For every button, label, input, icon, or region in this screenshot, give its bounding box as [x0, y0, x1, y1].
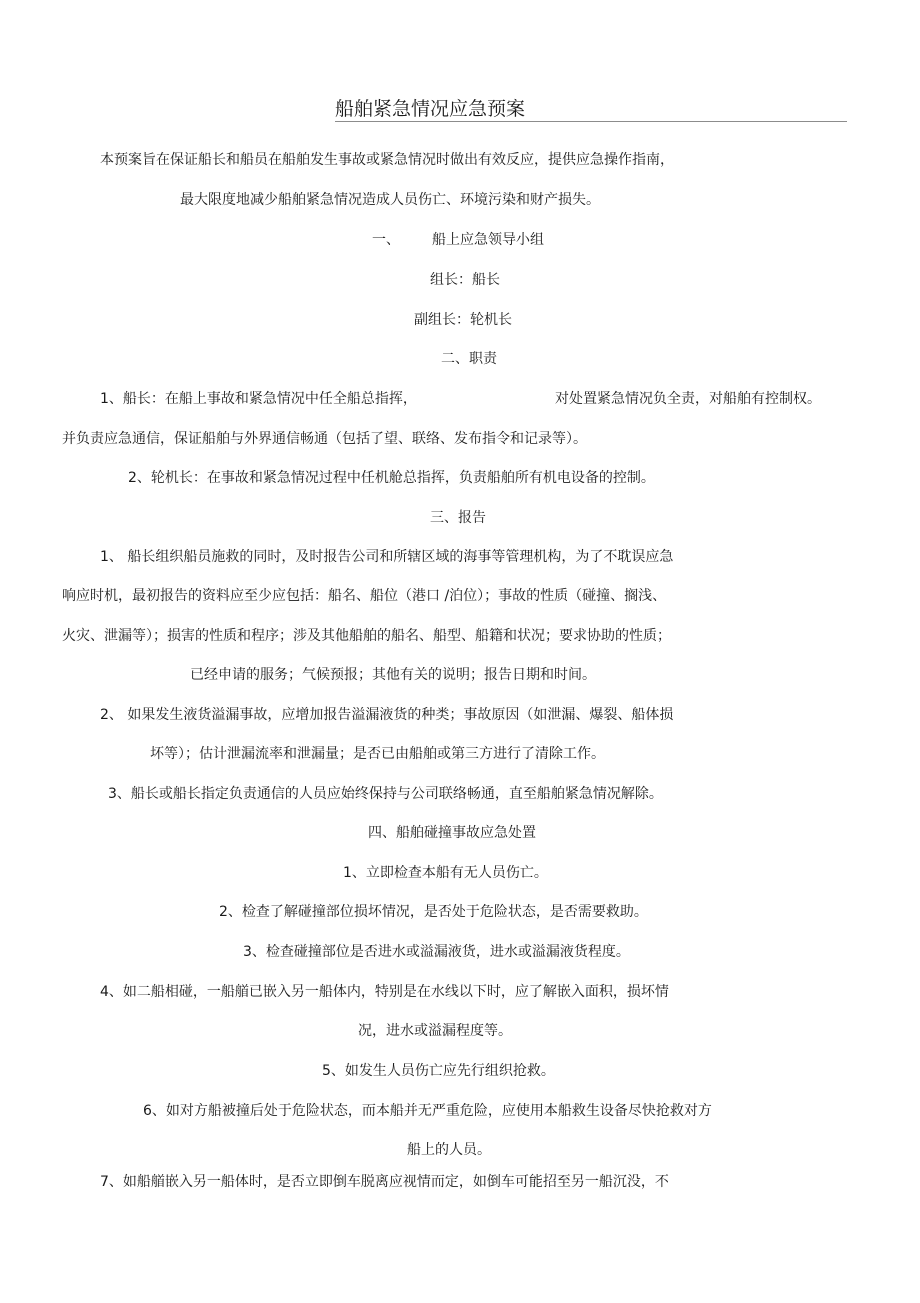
intro-line-2: 最大限度地减少船舶紧急情况造成人员伤亡、环境污染和财产损失。: [180, 192, 600, 208]
section-1-heading: 船上应急领导小组: [432, 232, 544, 248]
section-3-item-2-line-1: 2、 如果发生液货溢漏事故，应增加报告溢漏液货的种类；事故原因（如泄漏、爆裂、船体损: [100, 707, 674, 723]
section-3-item-2-line-2: 坏等）；估计泄漏流率和泄漏量；是否已由船舶或第三方进行了清除工作。: [150, 746, 605, 762]
section-4-item-4-line-1: 4、如二船相碰，一船艏已嵌入另一船体内，特别是在水线以下时，应了解嵌入面积，损坏情: [100, 984, 669, 1000]
section-4-item-4-line-2: 况，进水或溢漏程度等。: [358, 1023, 512, 1039]
intro-line-1: 本预案旨在保证船长和船员在船舶发生事故或紧急情况时做出有效反应，提供应急操作指南，: [100, 152, 674, 168]
section-2-item-1c: 并负责应急通信，保证船舶与外界通信畅通（包括了望、联络、发布指令和记录等）。: [62, 431, 587, 447]
section-4-heading: 四、船舶碰撞事故应急处置: [368, 825, 536, 841]
section-1-number: 一、: [372, 232, 400, 248]
section-4-item-6-line-1: 6、如对方船被撞后处于危险状态，而本船并无严重危险，应使用本船救生设备尽快抢救对方: [143, 1103, 712, 1119]
section-4-item-5: 5、如发生人员伤亡应先行组织抢救。: [322, 1063, 555, 1079]
section-4-item-2: 2、检查了解碰撞部位损坏情况，是否处于危险状态，是否需要救助。: [219, 904, 648, 920]
title-underline: [335, 121, 847, 122]
section-4-item-6-line-2: 船上的人员。: [407, 1142, 491, 1158]
section-3-item-1-line-2: 响应时机，最初报告的资料应至少应包括：船名、船位（港口 /泊位）；事故的性质（碰撞、搁浅、: [62, 588, 667, 604]
section-2-heading: 二、职责: [441, 351, 497, 367]
section-3-item-1-line-1: 1、 船长组织船员施救的同时，及时报告公司和所辖区域的海事等管理机构，为了不耽误应急: [100, 549, 674, 565]
section-1-leader: 组长：船长: [430, 272, 500, 288]
section-4-item-3: 3、检查碰撞部位是否进水或溢漏液货，进水或溢漏液货程度。: [243, 944, 630, 960]
section-3-heading: 三、报告: [430, 510, 486, 526]
section-3-item-3: 3、船长或船长指定负责通信的人员应始终保持与公司联络畅通，直至船舶紧急情况解除。: [108, 786, 663, 802]
section-2-item-1b: 对处置紧急情况负全责，对船舶有控制权。: [555, 391, 821, 407]
section-3-item-1-line-3: 火灾、泄漏等）；损害的性质和程序；涉及其他船舶的船名、船型、船籍和状况；要求协助的性质；: [62, 628, 671, 644]
section-3-item-1-line-4: 已经申请的服务；气候预报；其他有关的说明；报告日期和时间。: [190, 667, 596, 683]
section-2-item-1a: 1、船长：在船上事故和紧急情况中任全船总指挥，: [100, 391, 417, 407]
section-2-item-2: 2、轮机长：在事故和紧急情况过程中任机舱总指挥，负责船舶所有机电设备的控制。: [128, 470, 655, 486]
section-4-item-1: 1、立即检查本船有无人员伤亡。: [343, 865, 548, 881]
section-4-item-7: 7、如船艏嵌入另一船体时，是否立即倒车脱离应视情而定，如倒车可能招至另一船沉没，不: [100, 1174, 669, 1190]
section-1-deputy: 副组长：轮机长: [414, 312, 512, 328]
document-title: 船舶紧急情况应急预案: [335, 98, 526, 120]
